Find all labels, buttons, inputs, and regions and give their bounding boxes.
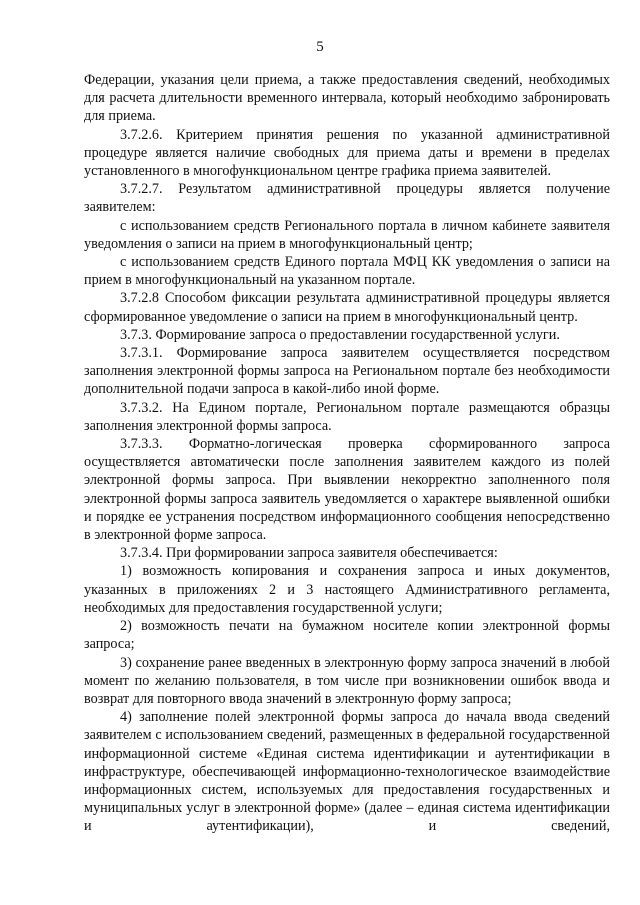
- paragraph-3-7-3: 3.7.3. Формирование запроса о предоставлении государственной услуги.: [120, 326, 560, 343]
- paragraph-3-7-2-8: 3.7.2.8 Способом фиксации результата административной процедуры является сформированное уведомление о записи на прием в многофункциональный центр.: [84, 290, 610, 325]
- page-number: 5: [316, 39, 324, 55]
- list-item-2: 2) возможность печати на бумажном носителе копии электронной формы запроса;: [84, 618, 610, 653]
- paragraph-3-7-2-7: 3.7.2.7. Результатом административной процедуры является получение заявителем:: [84, 181, 610, 216]
- paragraph-regional-portal-notice: с использованием средств Регионального портала в личном кабинете заявителя уведомления о записи на прием в многофункциональный центр;: [84, 217, 610, 252]
- paragraph-3-7-3-2: 3.7.3.2. На Едином портале, Региональном портале размещаются образцы заполнения электронной формы запроса.: [84, 399, 610, 434]
- list-item-1: 1) возможность копирования и сохранения запроса и иных документов, указанных в приложениях 2 и 3 настоящего Административного регламента, необходимых для предоставления государственной услуги;: [84, 563, 610, 616]
- paragraph-3-7-3-1: 3.7.3.1. Формирование запроса заявителем осуществляется посредством заполнения электронной формы запроса на Региональном портале без необходимости дополнительной подачи запроса в какой-либо иной форме.: [84, 345, 610, 398]
- document-body: [84, 71, 610, 836]
- list-item-4: 4) заполнение полей электронной формы запроса до начала ввода сведений заявителем с использованием сведений, размещенных в федеральной государственной информационной системе «Единая система идентификации и аутентификации в инфраструктуре, обеспечивающей информационно-технологическое взаимодействие информационных систем, используемых для предоставления государственных и муниципальных услуг в электронной форме» (далее – единая система идентификации и аутентификации), и сведений,: [84, 709, 610, 835]
- paragraph-3-7-2-6: 3.7.2.6. Критерием принятия решения по указанной административной процедуре является наличие свободных для приема даты и времени в пределах установленного в многофункциональном центре графика приема заявителей.: [84, 126, 610, 180]
- paragraph-single-portal-notice: с использованием средств Единого портала МФЦ КК уведомления о записи на прием в многофункциональный на указанном портале.: [84, 254, 610, 289]
- paragraph-continuation: Федерации, указания цели приема, а также предоставления сведений, необходимых для расчета длительности временного интервала, который необходимо забронировать для приема.: [84, 72, 610, 125]
- paragraph-3-7-3-3: 3.7.3.3. Форматно-логическая проверка сформированного запроса осуществляется автоматически после заполнения заявителем каждого из полей электронной формы запроса. При выявлении некорректно заполненного поля электронной формы запроса заявитель уведомляется о характере выявленной ошибки и порядке ее устранения посредством информационного сообщения непосредственно в электронной форме запроса.: [84, 436, 610, 544]
- list-item-3: 3) сохранение ранее введенных в электронную форму запроса значений в любой момент по желанию пользователя, в том числе при возникновении ошибок ввода и возврат для повторного ввода значений в электронную форму запроса;: [84, 654, 610, 707]
- paragraph-3-7-3-4: 3.7.3.4. При формировании запроса заявителя обеспечивается:: [120, 545, 498, 562]
